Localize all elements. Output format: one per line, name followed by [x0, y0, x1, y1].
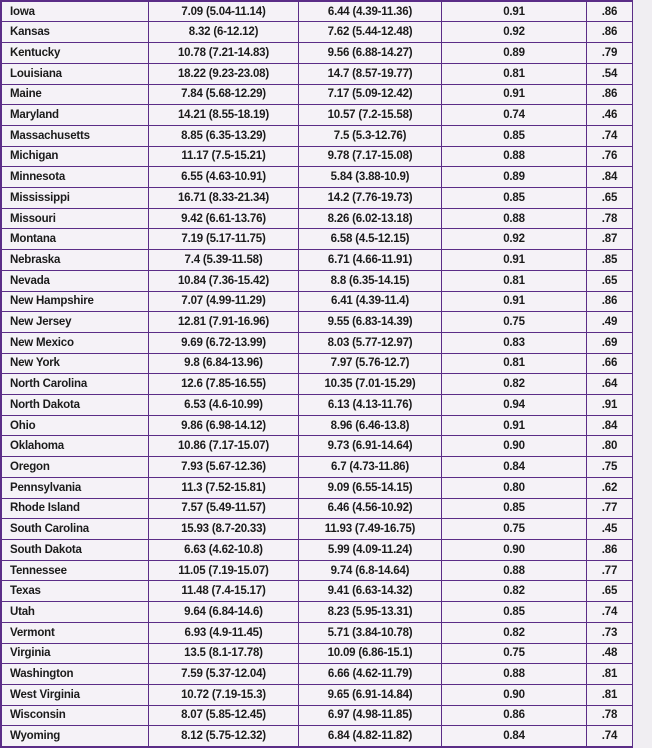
- cell-value: .84: [587, 415, 633, 436]
- cell-state-name: Massachusetts: [2, 125, 149, 146]
- cell-estimate_ci_1: 6.93 (4.9-11.45): [149, 622, 299, 643]
- cell-state-name: Minnesota: [2, 167, 149, 188]
- cell-ratio: 0.94: [442, 395, 587, 416]
- cell-estimate_ci_2: 11.93 (7.49-16.75): [299, 519, 442, 540]
- cell-estimate_ci_2: 9.56 (6.88-14.27): [299, 43, 442, 64]
- cell-value: .76: [587, 146, 633, 167]
- cell-ratio: 0.75: [442, 312, 587, 333]
- cell-state-name: Maryland: [2, 105, 149, 126]
- cell-state-name: Oklahoma: [2, 436, 149, 457]
- cell-estimate_ci_1: 10.78 (7.21-14.83): [149, 43, 299, 64]
- cell-value: .49: [587, 312, 633, 333]
- table-row: [2, 22, 633, 43]
- cell-value: .86: [587, 291, 633, 312]
- cell-ratio: 0.82: [442, 622, 587, 643]
- cell-estimate_ci_1: 8.85 (6.35-13.29): [149, 125, 299, 146]
- table-row: [2, 457, 633, 478]
- cell-ratio: 0.84: [442, 457, 587, 478]
- cell-ratio: 0.91: [442, 291, 587, 312]
- cell-estimate_ci_1: 14.21 (8.55-18.19): [149, 105, 299, 126]
- cell-estimate_ci_1: 6.53 (4.6-10.99): [149, 395, 299, 416]
- cell-estimate_ci_2: 9.73 (6.91-14.64): [299, 436, 442, 457]
- cell-state-name: New Jersey: [2, 312, 149, 333]
- cell-state-name: South Dakota: [2, 539, 149, 560]
- cell-value: .86: [587, 84, 633, 105]
- cell-estimate_ci_2: 6.84 (4.82-11.82): [299, 726, 442, 746]
- cell-ratio: 0.89: [442, 43, 587, 64]
- cell-state-name: Virginia: [2, 643, 149, 664]
- cell-state-name: Wisconsin: [2, 705, 149, 726]
- cell-estimate_ci_1: 11.17 (7.5-15.21): [149, 146, 299, 167]
- table-body: [2, 2, 633, 746]
- table-row: [2, 291, 633, 312]
- cell-estimate_ci_2: 9.65 (6.91-14.84): [299, 684, 442, 705]
- table-row: [2, 415, 633, 436]
- cell-ratio: 0.91: [442, 250, 587, 271]
- table-row: [2, 643, 633, 664]
- cell-state-name: Kansas: [2, 22, 149, 43]
- cell-state-name: New York: [2, 353, 149, 374]
- cell-value: .65: [587, 188, 633, 209]
- cell-value: .45: [587, 519, 633, 540]
- cell-estimate_ci_2: 9.55 (6.83-14.39): [299, 312, 442, 333]
- table-row: [2, 167, 633, 188]
- cell-state-name: Maine: [2, 84, 149, 105]
- cell-estimate_ci_2: 6.46 (4.56-10.92): [299, 498, 442, 519]
- cell-estimate_ci_1: 13.5 (8.1-17.78): [149, 643, 299, 664]
- cell-value: .54: [587, 63, 633, 84]
- cell-state-name: New Mexico: [2, 332, 149, 353]
- cell-ratio: 0.75: [442, 519, 587, 540]
- state-estimates-table: [2, 2, 633, 746]
- cell-value: .48: [587, 643, 633, 664]
- cell-ratio: 0.91: [442, 415, 587, 436]
- cell-value: .81: [587, 684, 633, 705]
- cell-ratio: 0.85: [442, 125, 587, 146]
- cell-estimate_ci_1: 6.63 (4.62-10.8): [149, 539, 299, 560]
- cell-value: .46: [587, 105, 633, 126]
- cell-estimate_ci_1: 7.84 (5.68-12.29): [149, 84, 299, 105]
- cell-ratio: 0.82: [442, 581, 587, 602]
- cell-estimate_ci_2: 8.03 (5.77-12.97): [299, 332, 442, 353]
- cell-estimate_ci_2: 6.97 (4.98-11.85): [299, 705, 442, 726]
- cell-estimate_ci_2: 8.96 (6.46-13.8): [299, 415, 442, 436]
- cell-value: .85: [587, 250, 633, 271]
- table-row: [2, 312, 633, 333]
- cell-state-name: South Carolina: [2, 519, 149, 540]
- table-row: [2, 250, 633, 271]
- cell-ratio: 0.88: [442, 146, 587, 167]
- cell-estimate_ci_2: 6.58 (4.5-12.15): [299, 229, 442, 250]
- cell-estimate_ci_1: 8.07 (5.85-12.45): [149, 705, 299, 726]
- cell-estimate_ci_1: 8.32 (6-12.12): [149, 22, 299, 43]
- cell-state-name: Nebraska: [2, 250, 149, 271]
- table-row: [2, 684, 633, 705]
- cell-ratio: 0.91: [442, 84, 587, 105]
- table-row: [2, 270, 633, 291]
- cell-value: .74: [587, 726, 633, 746]
- cell-estimate_ci_2: 10.57 (7.2-15.58): [299, 105, 442, 126]
- cell-state-name: Nevada: [2, 270, 149, 291]
- cell-estimate_ci_1: 16.71 (8.33-21.34): [149, 188, 299, 209]
- cell-estimate_ci_2: 9.78 (7.17-15.08): [299, 146, 442, 167]
- table-row: [2, 622, 633, 643]
- cell-ratio: 0.75: [442, 643, 587, 664]
- table-row: [2, 374, 633, 395]
- cell-estimate_ci_1: 9.64 (6.84-14.6): [149, 602, 299, 623]
- cell-estimate_ci_2: 6.7 (4.73-11.86): [299, 457, 442, 478]
- table-row: [2, 436, 633, 457]
- cell-value: .65: [587, 581, 633, 602]
- cell-state-name: Kentucky: [2, 43, 149, 64]
- cell-state-name: North Dakota: [2, 395, 149, 416]
- cell-state-name: Louisiana: [2, 63, 149, 84]
- cell-ratio: 0.88: [442, 208, 587, 229]
- table-row: [2, 477, 633, 498]
- cell-estimate_ci_1: 10.72 (7.19-15.3): [149, 684, 299, 705]
- cell-value: .86: [587, 22, 633, 43]
- cell-estimate_ci_2: 5.99 (4.09-11.24): [299, 539, 442, 560]
- cell-ratio: 0.85: [442, 602, 587, 623]
- cell-value: .86: [587, 2, 633, 22]
- cell-estimate_ci_1: 6.55 (4.63-10.91): [149, 167, 299, 188]
- cell-estimate_ci_1: 7.4 (5.39-11.58): [149, 250, 299, 271]
- cell-estimate_ci_2: 8.26 (6.02-13.18): [299, 208, 442, 229]
- cell-estimate_ci_2: 10.35 (7.01-15.29): [299, 374, 442, 395]
- cell-value: .77: [587, 498, 633, 519]
- cell-estimate_ci_1: 7.19 (5.17-11.75): [149, 229, 299, 250]
- cell-estimate_ci_2: 7.62 (5.44-12.48): [299, 22, 442, 43]
- cell-ratio: 0.82: [442, 374, 587, 395]
- cell-estimate_ci_1: 9.86 (6.98-14.12): [149, 415, 299, 436]
- cell-ratio: 0.88: [442, 664, 587, 685]
- cell-estimate_ci_2: 5.84 (3.88-10.9): [299, 167, 442, 188]
- cell-estimate_ci_1: 11.3 (7.52-15.81): [149, 477, 299, 498]
- cell-state-name: Iowa: [2, 2, 149, 22]
- cell-state-name: Mississippi: [2, 188, 149, 209]
- cell-estimate_ci_1: 8.12 (5.75-12.32): [149, 726, 299, 746]
- cell-value: .75: [587, 457, 633, 478]
- cell-state-name: Washington: [2, 664, 149, 685]
- table-row: [2, 353, 633, 374]
- cell-estimate_ci_1: 9.42 (6.61-13.76): [149, 208, 299, 229]
- cell-state-name: West Virginia: [2, 684, 149, 705]
- table-row: [2, 63, 633, 84]
- cell-state-name: Rhode Island: [2, 498, 149, 519]
- cell-estimate_ci_1: 11.05 (7.19-15.07): [149, 560, 299, 581]
- cell-estimate_ci_1: 7.59 (5.37-12.04): [149, 664, 299, 685]
- cell-state-name: Michigan: [2, 146, 149, 167]
- table-row: [2, 146, 633, 167]
- cell-state-name: Ohio: [2, 415, 149, 436]
- cell-estimate_ci_1: 12.6 (7.85-16.55): [149, 374, 299, 395]
- cell-estimate_ci_1: 7.57 (5.49-11.57): [149, 498, 299, 519]
- cell-ratio: 0.90: [442, 684, 587, 705]
- cell-value: .87: [587, 229, 633, 250]
- cell-estimate_ci_2: 7.97 (5.76-12.7): [299, 353, 442, 374]
- cell-estimate_ci_2: 6.41 (4.39-11.4): [299, 291, 442, 312]
- cell-estimate_ci_2: 8.23 (5.95-13.31): [299, 602, 442, 623]
- cell-estimate_ci_2: 14.7 (8.57-19.77): [299, 63, 442, 84]
- cell-state-name: Montana: [2, 229, 149, 250]
- table-row: [2, 208, 633, 229]
- cell-ratio: 0.74: [442, 105, 587, 126]
- cell-value: .64: [587, 374, 633, 395]
- cell-value: .81: [587, 664, 633, 685]
- cell-estimate_ci_2: 14.2 (7.76-19.73): [299, 188, 442, 209]
- cell-estimate_ci_1: 9.69 (6.72-13.99): [149, 332, 299, 353]
- cell-state-name: North Carolina: [2, 374, 149, 395]
- cell-estimate_ci_2: 10.09 (6.86-15.1): [299, 643, 442, 664]
- table-row: [2, 188, 633, 209]
- cell-estimate_ci_2: 9.09 (6.55-14.15): [299, 477, 442, 498]
- cell-value: .84: [587, 167, 633, 188]
- cell-estimate_ci_1: 15.93 (8.7-20.33): [149, 519, 299, 540]
- cell-value: .77: [587, 560, 633, 581]
- cell-value: .65: [587, 270, 633, 291]
- cell-estimate_ci_2: 9.41 (6.63-14.32): [299, 581, 442, 602]
- table-row: [2, 539, 633, 560]
- table-row: [2, 332, 633, 353]
- cell-estimate_ci_2: 7.17 (5.09-12.42): [299, 84, 442, 105]
- cell-ratio: 0.84: [442, 726, 587, 746]
- cell-estimate_ci_1: 7.93 (5.67-12.36): [149, 457, 299, 478]
- table-row: [2, 84, 633, 105]
- table-row: [2, 2, 633, 22]
- table-row: [2, 705, 633, 726]
- cell-estimate_ci_1: 12.81 (7.91-16.96): [149, 312, 299, 333]
- cell-ratio: 0.81: [442, 270, 587, 291]
- cell-estimate_ci_1: 9.8 (6.84-13.96): [149, 353, 299, 374]
- cell-estimate_ci_1: 10.84 (7.36-15.42): [149, 270, 299, 291]
- cell-ratio: 0.86: [442, 705, 587, 726]
- cell-value: .66: [587, 353, 633, 374]
- cell-ratio: 0.92: [442, 229, 587, 250]
- cell-state-name: Vermont: [2, 622, 149, 643]
- cell-estimate_ci_2: 6.71 (4.66-11.91): [299, 250, 442, 271]
- table-row: [2, 229, 633, 250]
- cell-ratio: 0.85: [442, 188, 587, 209]
- table-row: [2, 664, 633, 685]
- table-row: [2, 560, 633, 581]
- cell-estimate_ci_2: 5.71 (3.84-10.78): [299, 622, 442, 643]
- table-row: [2, 726, 633, 746]
- cell-ratio: 0.92: [442, 22, 587, 43]
- cell-value: .74: [587, 125, 633, 146]
- cell-estimate_ci_2: 7.5 (5.3-12.76): [299, 125, 442, 146]
- cell-estimate_ci_1: 11.48 (7.4-15.17): [149, 581, 299, 602]
- cell-ratio: 0.90: [442, 539, 587, 560]
- cell-state-name: Missouri: [2, 208, 149, 229]
- cell-ratio: 0.91: [442, 2, 587, 22]
- cell-estimate_ci_1: 7.09 (5.04-11.14): [149, 2, 299, 22]
- cell-value: .91: [587, 395, 633, 416]
- table-row: [2, 498, 633, 519]
- cell-value: .74: [587, 602, 633, 623]
- table-row: [2, 519, 633, 540]
- cell-state-name: Texas: [2, 581, 149, 602]
- cell-estimate_ci_2: 8.8 (6.35-14.15): [299, 270, 442, 291]
- cell-estimate_ci_1: 10.86 (7.17-15.07): [149, 436, 299, 457]
- table-row: [2, 105, 633, 126]
- cell-ratio: 0.80: [442, 477, 587, 498]
- cell-ratio: 0.88: [442, 560, 587, 581]
- cell-estimate_ci_1: 7.07 (4.99-11.29): [149, 291, 299, 312]
- cell-value: .62: [587, 477, 633, 498]
- cell-state-name: Utah: [2, 602, 149, 623]
- cell-value: .80: [587, 436, 633, 457]
- table-row: [2, 602, 633, 623]
- cell-state-name: Pennsylvania: [2, 477, 149, 498]
- cell-estimate_ci_2: 6.66 (4.62-11.79): [299, 664, 442, 685]
- cell-estimate_ci_1: 18.22 (9.23-23.08): [149, 63, 299, 84]
- cell-value: .69: [587, 332, 633, 353]
- table-row: [2, 581, 633, 602]
- cell-state-name: Tennessee: [2, 560, 149, 581]
- cell-estimate_ci_2: 6.44 (4.39-11.36): [299, 2, 442, 22]
- cell-value: .73: [587, 622, 633, 643]
- cell-ratio: 0.89: [442, 167, 587, 188]
- table-row: [2, 395, 633, 416]
- cell-ratio: 0.90: [442, 436, 587, 457]
- cell-estimate_ci_2: 9.74 (6.8-14.64): [299, 560, 442, 581]
- cell-ratio: 0.81: [442, 353, 587, 374]
- cell-ratio: 0.83: [442, 332, 587, 353]
- cell-value: .79: [587, 43, 633, 64]
- cell-value: .86: [587, 539, 633, 560]
- cell-value: .78: [587, 208, 633, 229]
- cell-state-name: Wyoming: [2, 726, 149, 746]
- cell-state-name: New Hampshire: [2, 291, 149, 312]
- table-row: [2, 43, 633, 64]
- cell-ratio: 0.85: [442, 498, 587, 519]
- cell-estimate_ci_2: 6.13 (4.13-11.76): [299, 395, 442, 416]
- cell-ratio: 0.81: [442, 63, 587, 84]
- table-row: [2, 125, 633, 146]
- cell-state-name: Oregon: [2, 457, 149, 478]
- cell-value: .78: [587, 705, 633, 726]
